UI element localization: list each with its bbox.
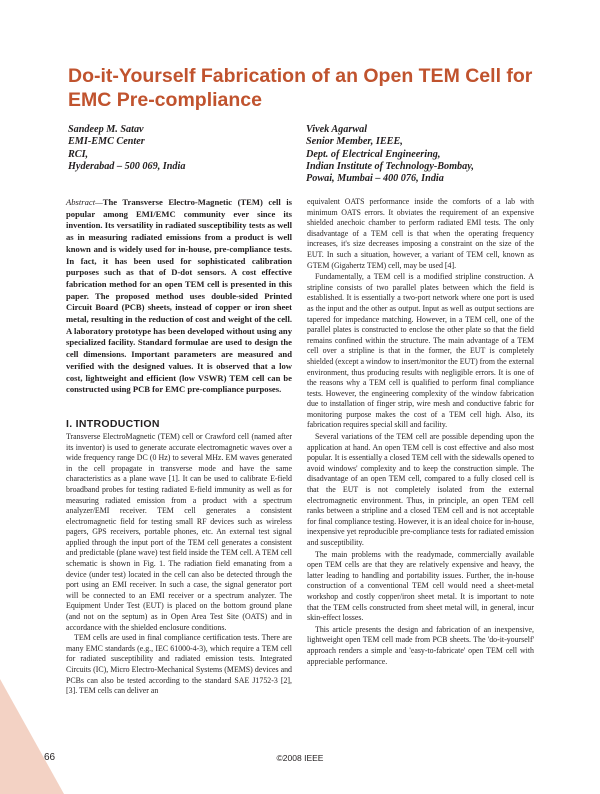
abstract	[66, 197, 292, 396]
left-column	[66, 197, 292, 697]
author-affiliation-line: Indian Institute of Technology-Bombay,	[306, 160, 474, 172]
body-paragraph: equivalent OATS performance inside the comforts of a lab with minimum OATS errors. It obviates the requirement of an expensive shielded anechoic chamber to perform radiated EMI tests. The only disadvantage of a TEM cell is that when the operating frequency increases, it's size decreases imposing a constraint on the size of the EUT. In such a situation, however, a variant of TEM cell, known as GTEM (Gigahertz TEM) cell, may be used [4].	[307, 197, 534, 270]
page-corner-tab	[0, 679, 64, 794]
body-paragraph: Fundamentally, a TEM cell is a modified stripline construction. A stripline consists of two parallel plates between which the field is established. It is essentially a two-port network where one port is used as the input and the other as output. Input as well as output sections are tapered for impedance matching. However, in a TEM cell, one of the parallel plates is constructed to enclose the other plate so that the field remains confined within the structure. The main advantage of a TEM cell over a stripline is that in the former, the EUT is completely shielded (except a window to insert/monitor the EUT) from the external environment, thus producing results with negligible errors. It is one of the reasons why a TEM cell is qualified to perform final compliance tests. However, the engineering complexity of the window fabrication due to installation of finger strip, wire mesh and conductive fabric for monitoring purpose makes the cost of a TEM cell high. Also, its fabrication requires special skill and facility.	[307, 272, 535, 430]
author-affiliation-line: Powai, Mumbai – 400 076, India	[306, 173, 444, 185]
section-heading: I. INTRODUCTION	[66, 417, 160, 430]
body-paragraph: TEM cells are used in final compliance certification tests. There are many EMC standards (e.g., IEC 61000-4-3), which require a TEM cell for radiated susceptibility and radiated emission tests. Integrated Circuits (IC), Micro Electro-Mechanical Systems (MEMS) devices and PCBs can also be tested according to the standard SAE J1752-3 [2], [3]. TEM cells can deliver an	[66, 633, 292, 696]
author-affiliation-line: Hyderabad – 500 069, India	[68, 160, 186, 172]
body-paragraph: Several variations of the TEM cell are possible depending upon the application at hand. An open TEM cell is cost effective and also most popular. It is essentially a closed TEM cell with the sidewalls opened to avoid windows' complexity and to keep the construction simple. The disadvantage of an open TEM cell, compared to a fully closed cell is that the EUT is not completely isolated from the external electromagnetic environment. Thus, in principle, an open TEM cell ranks between a stripline and a closed TEM cell and is not acceptable for final compliance testing. However, it is an ideal choice for in-house, inexpensive yet reproducible pre-compliance tests for radiated emission and susceptibility.	[307, 432, 534, 547]
right-column	[307, 197, 534, 668]
author-affiliation-line: Dept. of Electrical Engineering,	[306, 148, 441, 160]
body-paragraph: Transverse ElectroMagnetic (TEM) cell or Crawford cell (named after its inventor) is used to generate accurate electromagnetic waves over a wide frequency range DC (0 Hz) to several MHz. EM waves generated in the cell propagate in transverse mode and have the same characteristics as a plane wave [1]. It can be used to calibrate E-field broadband probes for testing radiated E-field immunity as well as for measuring radiated emission from a product with a spectrum analyzer/EMI receiver. TEM cell generates a consistent electromagnetic field for testing small RF devices such as wireless pagers, GPS receivers, portable phones, etc. An external test signal applied through the input port of the TEM cell generates a consistent and predictable (plane wave) test field inside the TEM cell. A TEM cell schematic is shown in Fig. 1. The radiation field emanating from a device (under test) located in the cell can also be detected through the port using an EMI receiver. In such a case, the signal generator port will be connected to an EMI receiver or a spectrum analyzer. The Equipment Under Test (EUT) is placed on the bottom ground plane (and not on the septum) as in Open Area Test Site (OATS) and in accordance with the shielded enclosure conditions.	[66, 431, 292, 632]
author-affiliation-line: Senior Member, IEEE,	[306, 136, 403, 148]
paper-title: Do-it-Yourself Fabrication of an Open TEM Cell for EMC Pre-compliance	[68, 65, 533, 111]
body-paragraph: This article presents the design and fabrication of an inexpensive, lightweight open TEM cell made from PCB sheets. The 'do-it-yourself' approach renders a simple and 'easy-to-fabricate' open TEM cell with appreciable performance.	[307, 624, 534, 666]
copyright-notice: ©2008 IEEE	[276, 753, 324, 763]
body-paragraph: The main problems with the readymade, commercially available open TEM cells are that they are relatively expensive and heavy, the latter leading to handling and portability issues. Further, the in-house construction of a conventional TEM cell would need a sheet-metal workshop and costly copper/iron sheet metal. It is important to note that the TEM cells constructed from sheet metal will, in general, incur skin-effect losses.	[307, 549, 534, 623]
author-name: Vivek Agarwal	[306, 124, 368, 135]
author-block-1	[68, 124, 288, 173]
author-name: Sandeep M. Satav	[68, 124, 144, 135]
abstract-lead: Abstract—	[66, 197, 103, 207]
author-block-2	[306, 124, 546, 185]
abstract-text: The Transverse Electro-Magnetic (TEM) cell is popular among EMI/EMC community ever since its invention. Its versatility in radiated susceptibility tests as well as in measuring radiated emissions from a product is well known and is widely used for in-house, pre-compliance tests. In fact, it has been used for sophisticated calibration purposes such as that of D-dot sensors. A cost effective fabrication method for an open TEM cell is presented in this paper. The proposed method uses double-sided Printed Circuit Board (PCB) sheets, instead of copper or iron sheet metal, resulting in the reduction of cost and weight of the cell. A laboratory prototype has been developed without using any specialized facility. Standard formulae are used to design the cell dimensions. Important parameters are measured and verified with the designed values. It is observed that a low cost, lightweight and efficient (low VSWR) TEM cell can be constructed using PCB for EMC pre-compliance purposes.	[66, 197, 292, 395]
author-affiliation-line: RCI,	[68, 148, 89, 160]
author-affiliation-line: EMI-EMC Center	[68, 136, 145, 148]
page-number: 66	[44, 752, 56, 763]
